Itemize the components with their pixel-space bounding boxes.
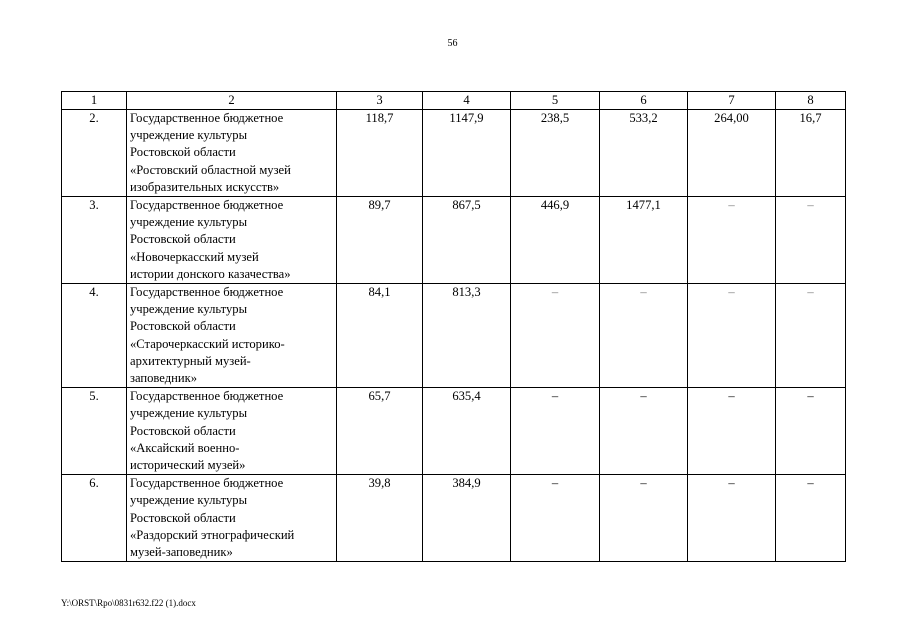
name-line: Государственное бюджетное xyxy=(130,111,284,125)
name-line: «Ростовский областной музей xyxy=(130,162,291,177)
header-row xyxy=(62,92,846,110)
institution-name xyxy=(127,110,337,197)
table-row xyxy=(62,110,846,197)
name-line: изобразительных искусств» xyxy=(130,179,280,194)
name-line: Ростовской области xyxy=(130,145,236,160)
institution-name xyxy=(127,475,337,562)
name-line: архитектурный музей- xyxy=(130,353,251,368)
dash-cell: – xyxy=(600,475,688,562)
name-line: истории донского казачества» xyxy=(130,266,291,281)
table-row xyxy=(62,475,846,562)
value-cell: 84,1 xyxy=(337,284,423,388)
header-cell: 6 xyxy=(600,92,688,110)
dash-cell: – xyxy=(511,475,600,562)
header-cell: 3 xyxy=(337,92,423,110)
value-cell: 39,8 xyxy=(337,475,423,562)
name-line: Ростовской области xyxy=(130,319,236,334)
dash-cell: – xyxy=(776,475,846,562)
name-line: «Старочеркасский историко- xyxy=(130,336,285,351)
dash-cell: – xyxy=(688,197,776,284)
footer-file-path: Y:\ORST\Rpo\0831r632.f22 (1).docx xyxy=(61,598,196,608)
name-line: «Новочеркасский музей xyxy=(130,249,259,264)
header-cell: 4 xyxy=(423,92,511,110)
value-cell: 1477,1 xyxy=(600,197,688,284)
institution-name xyxy=(127,197,337,284)
value-cell: 533,2 xyxy=(600,110,688,197)
dash-cell: – xyxy=(776,388,846,475)
value-cell: 238,5 xyxy=(511,110,600,197)
header-cell: 5 xyxy=(511,92,600,110)
value-cell: 118,7 xyxy=(337,110,423,197)
name-line: исторический музей» xyxy=(130,458,246,473)
name-line: Государственное бюджетное xyxy=(130,198,284,213)
value-cell: 1147,9 xyxy=(423,110,511,197)
name-line: музей-заповедник» xyxy=(130,545,233,560)
dash-cell: – xyxy=(688,284,776,388)
table-row xyxy=(62,388,846,475)
header-cell: 8 xyxy=(776,92,846,110)
value-cell: 89,7 xyxy=(337,197,423,284)
row-number: 2. xyxy=(62,110,127,197)
value-cell: 264,00 xyxy=(688,110,776,197)
dash-cell: – xyxy=(511,388,600,475)
dash-cell: – xyxy=(600,284,688,388)
page-number: 56 xyxy=(447,38,458,49)
value-cell: 65,7 xyxy=(337,388,423,475)
name-line: учреждение культуры xyxy=(130,215,248,230)
name-line: Государственное бюджетное xyxy=(130,389,284,404)
dash-cell: – xyxy=(776,197,846,284)
value-cell: 446,9 xyxy=(511,197,600,284)
dash-cell: – xyxy=(688,388,776,475)
name-line: учреждение культуры xyxy=(130,302,248,317)
name-line: Ростовской области xyxy=(130,510,236,525)
institution-name xyxy=(127,284,337,388)
name-line: Ростовской области xyxy=(130,232,236,247)
value-cell: 16,7 xyxy=(776,110,846,197)
name-line: Государственное бюджетное xyxy=(130,476,284,491)
header-cell: 1 xyxy=(62,92,127,110)
table-row xyxy=(62,197,846,284)
value-cell: 813,3 xyxy=(423,284,511,388)
dash-cell: – xyxy=(776,284,846,388)
row-number: 3. xyxy=(62,197,127,284)
header-cell: 2 xyxy=(127,92,337,110)
name-line: «Аксайский военно- xyxy=(130,440,240,455)
dash-cell: – xyxy=(600,388,688,475)
data-table xyxy=(61,91,846,562)
name-line: учреждение культуры xyxy=(130,128,248,143)
row-number: 5. xyxy=(62,388,127,475)
name-line: Ростовской области xyxy=(130,423,236,438)
value-cell: 635,4 xyxy=(423,388,511,475)
name-line: «Раздорский этнографический xyxy=(130,527,295,542)
table-row xyxy=(62,284,846,388)
row-number: 6. xyxy=(62,475,127,562)
dash-cell: – xyxy=(688,475,776,562)
name-line: учреждение культуры xyxy=(130,493,248,508)
header-cell: 7 xyxy=(688,92,776,110)
name-line: заповедник» xyxy=(130,371,198,386)
row-number: 4. xyxy=(62,284,127,388)
value-cell: 384,9 xyxy=(423,475,511,562)
name-line: учреждение культуры xyxy=(130,406,248,421)
value-cell: 867,5 xyxy=(423,197,511,284)
institution-name xyxy=(127,388,337,475)
name-line: Государственное бюджетное xyxy=(130,285,284,300)
dash-cell: – xyxy=(511,284,600,388)
